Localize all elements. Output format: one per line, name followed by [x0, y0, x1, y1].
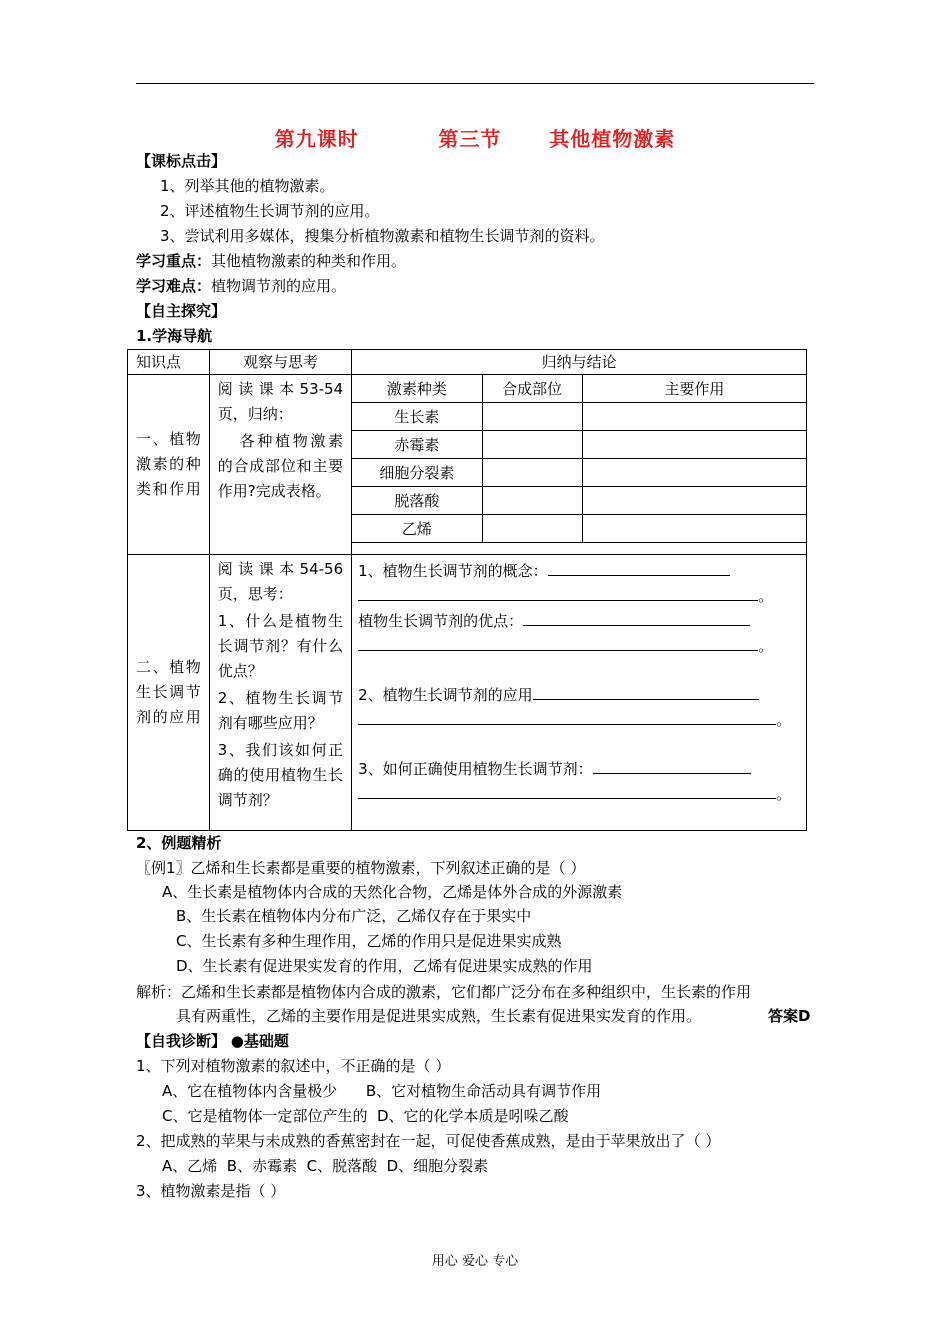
usage-line [358, 757, 800, 782]
focus-line [136, 251, 406, 271]
example-option-d: D、生长素有促进果实发育的作用，乙烯有促进果实成熟的作用 [176, 957, 593, 975]
period: 。 [776, 785, 792, 803]
conclusion-block [352, 555, 806, 811]
nav-header: 1.学海导航 [136, 327, 213, 345]
period: 。 [776, 711, 792, 729]
blank-line[interactable] [593, 757, 751, 774]
diagnosis-header: 【自我诊断】 [136, 1032, 227, 1050]
example-answer: 答案D [768, 1007, 811, 1025]
col-header-knowledge: 知识点 [128, 350, 210, 375]
basic-label: ●基础题 [230, 1032, 289, 1050]
concept-line-2 [358, 584, 800, 609]
observe-text-2: 阅读课本54-56页，思考： [217, 560, 344, 603]
hormone-header-type: 激素种类 [352, 375, 482, 403]
application-line [358, 683, 800, 708]
example-header: 2、例题精析 [136, 834, 222, 852]
blank-line[interactable] [548, 559, 730, 576]
knowledge-cell-2 [128, 555, 210, 831]
hormone-gibberellin: 赤霉素 [352, 431, 482, 459]
difficulty-line [136, 276, 346, 296]
page-footer: 用心 爱心 专心 [431, 1254, 519, 1269]
blank-line[interactable] [533, 683, 759, 700]
blank-cell[interactable] [582, 431, 806, 459]
kebiao-item-1: 1、列举其他的植物激素。 [160, 177, 335, 195]
diag-question-2: 2、把成熟的苹果与未成熟的香蕉密封在一起，可促使香蕉成熟，是由于苹果放出了（ ） [136, 1132, 721, 1150]
blank-cell[interactable] [482, 459, 582, 487]
hormone-table [352, 375, 806, 543]
observe-text-1a: 阅读课本53-54页，归纳： [217, 380, 344, 423]
blank-line[interactable] [358, 584, 758, 601]
advantage-line [358, 609, 800, 634]
blank-line[interactable] [358, 782, 776, 799]
analysis-text: 具有两重性，乙烯的主要作用是促进果实成熟，生长素有促进果实发育的作用。 [176, 1007, 702, 1025]
concept-label: 1、植物生长调节剂的概念： [358, 562, 548, 580]
diag-q2-options: A、乙烯 B、赤霉素 C、脱落酸 D、细胞分裂素 [162, 1157, 489, 1175]
col-header-observe: 观察与思考 [209, 350, 351, 375]
diag-question-3: 3、植物激素是指（ ） [136, 1182, 286, 1200]
question-2: 2、植物生长调节剂有哪些应用？ [217, 689, 344, 732]
application-label: 2、植物生长调节剂的应用 [358, 686, 533, 704]
focus-label: 学习重点： [136, 252, 212, 270]
explore-header: 【自主探究】 [136, 302, 227, 320]
blank-line[interactable] [523, 609, 750, 626]
diag-question-1: 1、下列对植物激素的叙述中，不正确的是（ ） [136, 1057, 451, 1075]
observe-cell-1 [209, 375, 351, 555]
kebiao-header: 【课标点击】 [136, 152, 227, 170]
knowledge-text-2: 二、植物生长调节剂的应用 [136, 658, 201, 726]
concept-line [358, 559, 800, 584]
focus-text: 其他植物激素的种类和作用。 [211, 252, 407, 270]
blank-cell[interactable] [582, 487, 806, 515]
conclusion-cell-1 [352, 375, 807, 555]
example-question: 〖例1〗乙烯和生长素都是重要的植物激素，下列叙述正确的是（ ） [136, 859, 586, 877]
hormone-abscisic-acid: 脱落酸 [352, 487, 482, 515]
example-analysis-2 [176, 1006, 701, 1026]
period: 。 [758, 637, 774, 655]
usage-label: 3、如何正确使用植物生长调节剂： [358, 760, 593, 778]
col-header-conclusion: 归纳与结论 [352, 350, 807, 375]
observe-cell-2 [209, 555, 351, 831]
diagnosis-header-line [136, 1031, 289, 1051]
kebiao-item-2: 2、评述植物生长调节剂的应用。 [160, 202, 380, 220]
diag-q1-options-ab: A、它在植物体内含量极少 B、它对植物生命活动具有调节作用 [162, 1082, 602, 1100]
diag-q1-options-cd: C、它是植物体一定部位产生的 D、它的化学本质是吲哚乙酸 [162, 1107, 569, 1125]
advantage-line-2 [358, 634, 800, 659]
hormone-header-site: 合成部位 [482, 375, 582, 403]
page-title: 第九课时 第三节 其他植物激素 [274, 127, 676, 151]
difficulty-text: 植物调节剂的应用。 [211, 277, 347, 295]
blank-cell[interactable] [582, 403, 806, 431]
blank-cell[interactable] [582, 459, 806, 487]
kebiao-item-3: 3、尝试利用多媒体，搜集分析植物激素和植物生长调节剂的资料。 [160, 227, 605, 245]
example-analysis-1: 解析：乙烯和生长素都是植物体内合成的激素，它们都广泛分布在多种组织中，生长素的作用 [136, 983, 752, 1001]
hormone-header-function: 主要作用 [582, 375, 806, 403]
difficulty-label: 学习难点： [136, 277, 212, 295]
study-table [127, 349, 807, 831]
blank-line[interactable] [358, 708, 776, 725]
blank-cell[interactable] [482, 515, 582, 543]
example-option-b: B、生长素在植物体内分布广泛，乙烯仅存在于果实中 [176, 907, 532, 925]
example-option-a: A、生长素是植物体内合成的天然化合物，乙烯是体外合成的外源激素 [162, 883, 623, 901]
hormone-ethylene: 乙烯 [352, 515, 482, 543]
period: 。 [758, 587, 774, 605]
question-1: 1、什么是植物生长调节剂？有什么优点？ [217, 612, 344, 680]
application-line-2 [358, 708, 800, 733]
advantage-label: 植物生长调节剂的优点： [358, 612, 524, 630]
conclusion-cell-2 [352, 555, 807, 831]
hormone-cytokinin: 细胞分裂素 [352, 459, 482, 487]
knowledge-text-1: 一、植物激素的种类和作用 [136, 430, 201, 498]
blank-cell[interactable] [482, 487, 582, 515]
observe-text-1b: 各种植物激素的合成部位和主要作用?完成表格。 [217, 432, 344, 500]
blank-cell[interactable] [582, 515, 806, 543]
blank-cell[interactable] [482, 431, 582, 459]
question-3: 3、我们该如何正确的使用植物生长调节剂？ [217, 741, 344, 809]
blank-cell[interactable] [482, 403, 582, 431]
example-option-c: C、生长素有多种生理作用，乙烯的作用只是促进果实成熟 [176, 932, 562, 950]
header-rule [136, 83, 814, 84]
knowledge-cell-1 [128, 375, 210, 555]
blank-line[interactable] [358, 634, 758, 651]
usage-line-2 [358, 782, 800, 807]
hormone-auxin: 生长素 [352, 403, 482, 431]
